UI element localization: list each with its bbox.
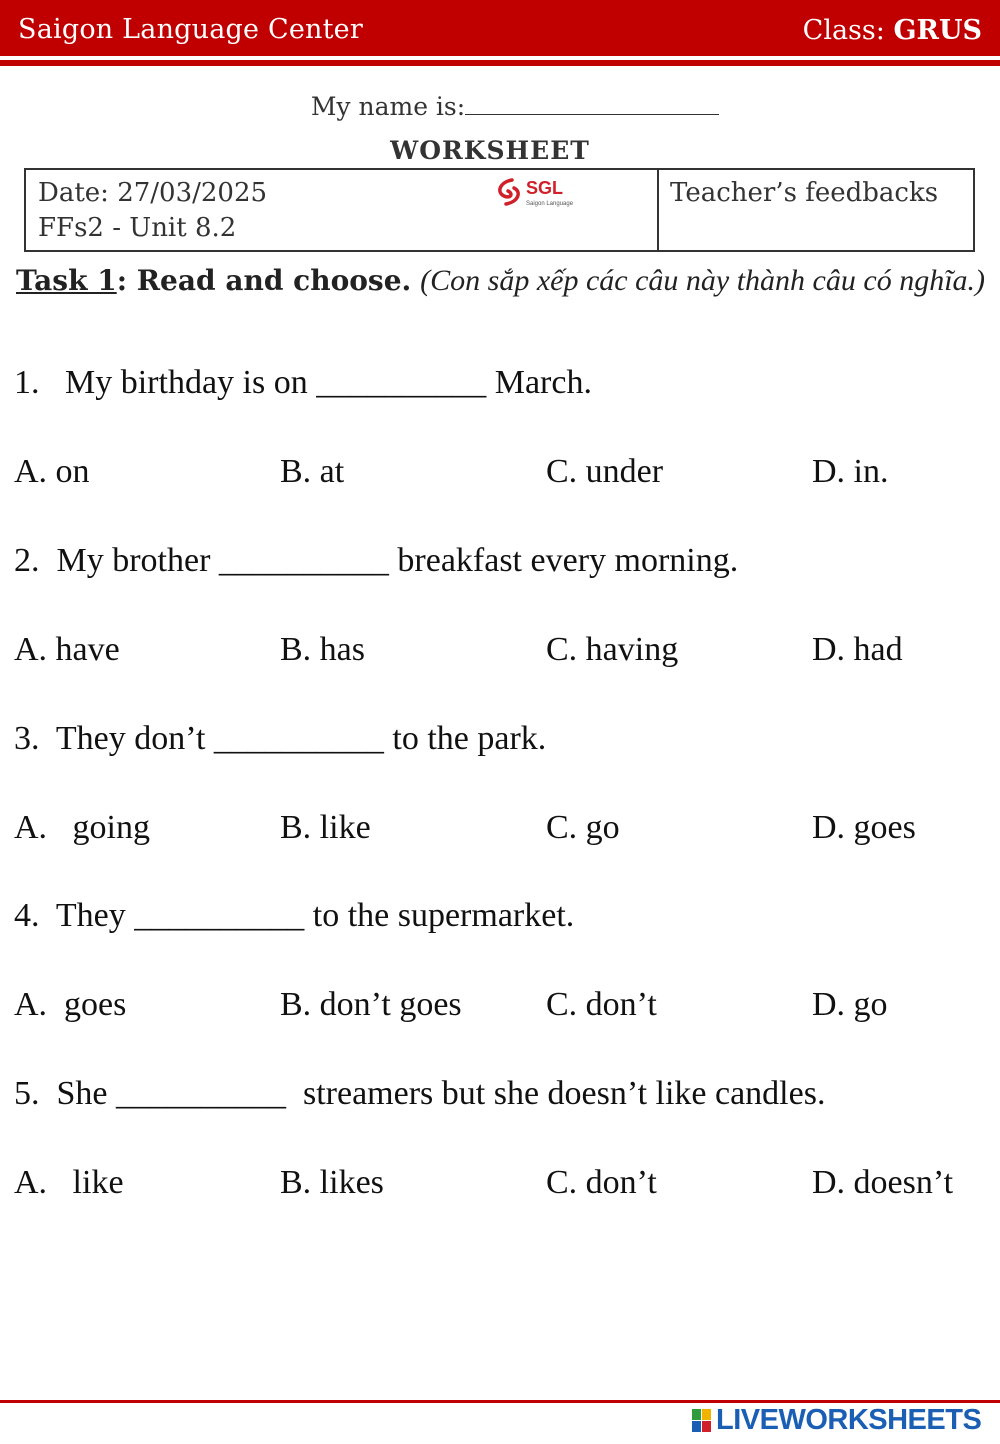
task-note: (Con sắp xếp các câu này thành câu có nghĩa.) (420, 264, 986, 297)
option-2d[interactable]: D. had (812, 631, 903, 668)
footer-divider (0, 1400, 1000, 1403)
header-bar (0, 0, 1000, 56)
question-2: 2. My brother __________ breakfast every morning. (14, 542, 739, 579)
center-name: Saigon Language Center (18, 14, 363, 45)
question-1: 1. My birthday is on __________ March. (14, 364, 592, 401)
class-info (803, 15, 982, 46)
option-5c[interactable]: C. don’t (546, 1164, 657, 1201)
sgl-logo-icon (492, 174, 592, 210)
option-1b[interactable]: B. at (280, 453, 345, 490)
question-4: 4. They __________ to the supermarket. (14, 897, 575, 934)
option-3c[interactable]: C. go (546, 809, 620, 846)
option-5d[interactable]: D. doesn’t (812, 1164, 954, 1201)
option-5a[interactable]: A. like (14, 1164, 124, 1201)
option-3b[interactable]: B. like (280, 809, 371, 846)
question-3: 3. They don’t __________ to the park. (14, 720, 547, 757)
name-label: My name is: (310, 92, 466, 121)
option-2c[interactable]: C. having (546, 631, 679, 668)
option-4a[interactable]: A. goes (14, 986, 127, 1023)
liveworksheets-logo-icon (692, 1409, 712, 1433)
info-table (24, 168, 975, 252)
class-value: GRUS (893, 15, 982, 46)
option-5b[interactable]: B. likes (280, 1164, 384, 1201)
teacher-feedback-label: Teacher’s feedbacks (670, 178, 939, 208)
question-5: 5. She __________ streamers but she doesn’t like candles. (14, 1075, 826, 1112)
option-4b[interactable]: B. don’t goes (280, 986, 462, 1023)
task-title: : Read and choose. (116, 264, 412, 297)
info-left-cell (26, 170, 659, 250)
svg-text:SGL: SGL (526, 178, 564, 198)
svg-text:Saigon Language: Saigon Language (526, 201, 574, 207)
option-1c[interactable]: C. under (546, 453, 664, 490)
option-1d[interactable]: D. in. (812, 453, 889, 490)
date-text: Date: 27/03/2025 (38, 178, 268, 208)
student-name-row (0, 90, 1000, 121)
class-label: Class: (802, 15, 894, 46)
name-input-blank[interactable] (465, 90, 719, 115)
task-header (16, 262, 986, 300)
task-label: Task 1 (16, 264, 117, 297)
option-4d[interactable]: D. go (812, 986, 888, 1023)
worksheet-title: WORKSHEET (390, 136, 590, 165)
option-3d[interactable]: D. goes (812, 809, 916, 846)
option-2b[interactable]: B. has (280, 631, 365, 668)
option-1a[interactable]: A. on (14, 453, 90, 490)
liveworksheets-brand: LIVEWORKSHEETS (716, 1404, 982, 1436)
option-2a[interactable]: A. have (14, 631, 120, 668)
unit-text: FFs2 - Unit 8.2 (38, 213, 237, 243)
option-3a[interactable]: A. going (14, 809, 150, 846)
header-divider (0, 60, 1000, 66)
option-4c[interactable]: C. don’t (546, 986, 657, 1023)
